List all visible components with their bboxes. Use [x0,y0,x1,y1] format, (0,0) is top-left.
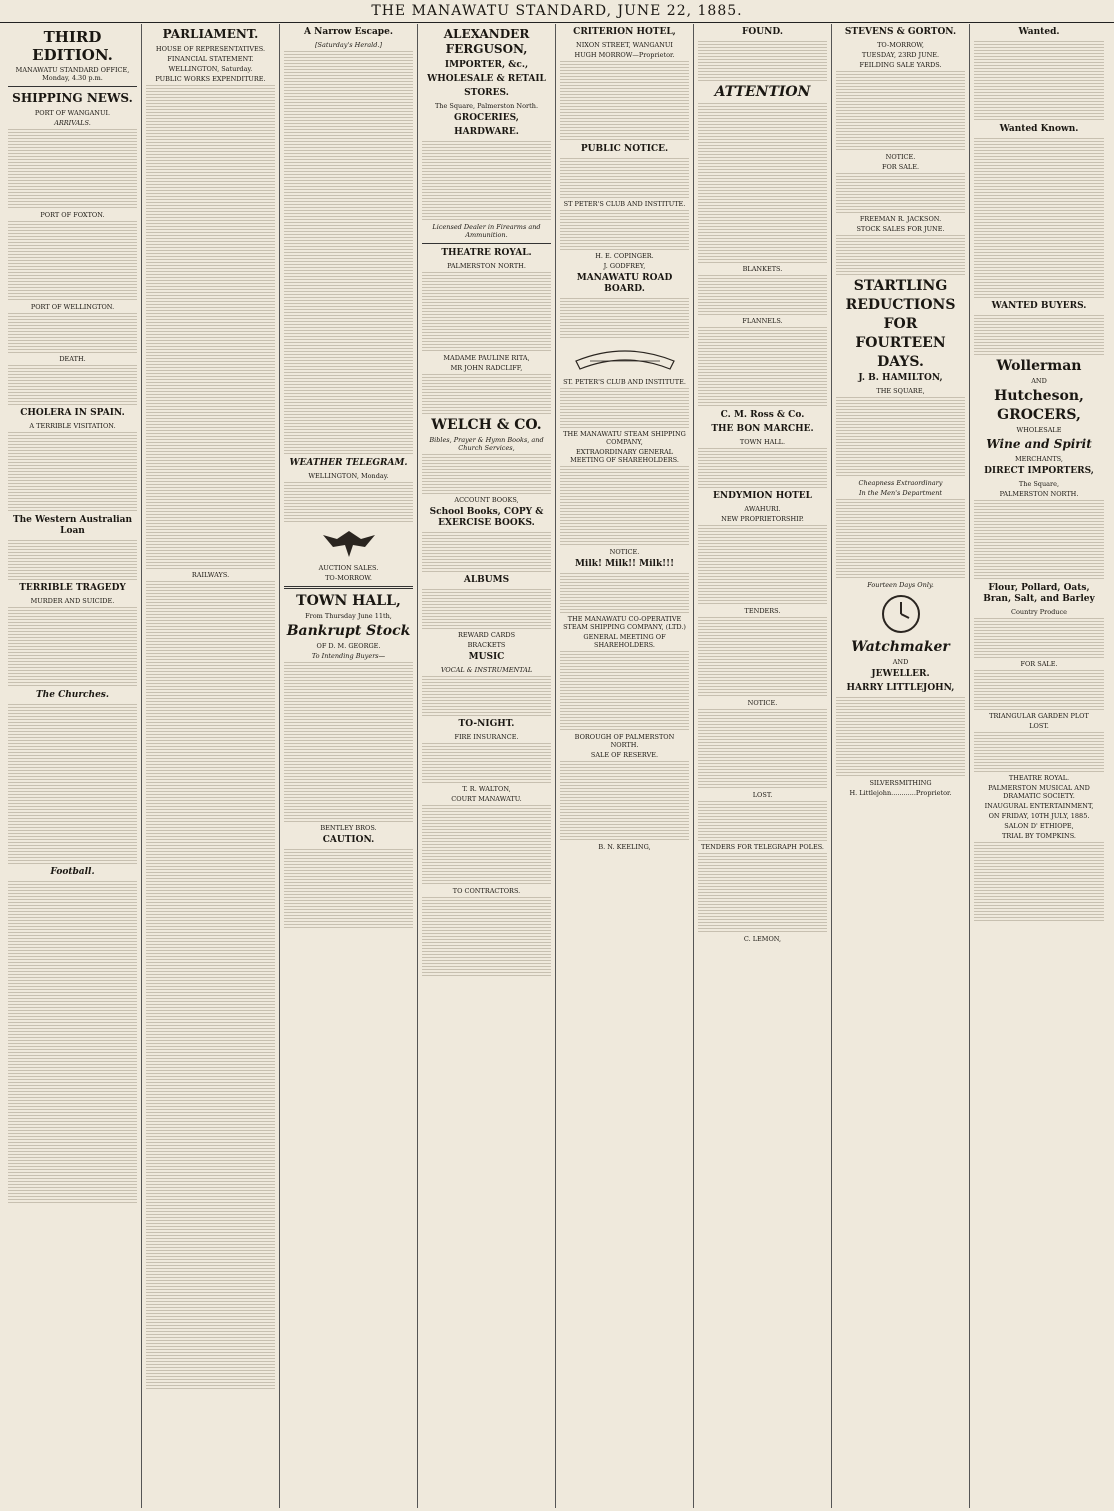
lemon-signature: C. LEMON, [743,935,782,943]
reductions-heading: REDUCTIONS [845,297,956,313]
town-hall-heading: TOWN HALL, [296,593,401,609]
jackson-heading: FREEMAN R. JACKSON. [859,215,942,223]
theatre-subheading: PALMERSTON NORTH. [447,262,526,270]
groceries-heading: GROCERIES, [454,113,519,123]
dealer-label: Licensed Dealer in Firearms and Ammunition. [432,223,541,239]
hamilton-heading: J. B. HAMILTON, [858,373,943,383]
steam-heading: THE MANAWATU STEAM SHIPPING COMPANY, [563,430,686,446]
blankets-text [698,275,827,315]
startling-heading: STARTLING [853,278,948,294]
escape-heading: A Narrow Escape. [304,27,393,37]
tomorrow-heading: TO-MORROW, [877,41,924,49]
littlejohn-heading: HARRY LITTLEJOHN, [846,683,955,693]
the-square: THE SQUARE, [876,387,925,395]
tomorrow-label: TO-MORROW. [325,574,372,582]
salon-heading: SALON D' ETHIOPE, [1004,822,1074,830]
copinger-signature: H. E. COPINGER. [595,252,654,260]
tragedy-subheading: MURDER AND SUICIDE. [30,597,115,605]
wholesale-heading: WHOLESALE & RETAIL [427,74,546,84]
attention-heading: ATTENTION [714,84,811,100]
column-1-text [8,1043,137,1203]
flannels-heading: FLANNELS. [742,317,783,325]
statement-text-3 [146,409,275,569]
for-sale-heading: FOR SALE. [1020,660,1058,668]
mens-text [836,499,965,579]
hugh-morrow: HUGH MORROW—Proprietor. [574,51,675,59]
statement-text-7 [146,1067,275,1227]
milk-heading: Milk! Milk!! Milk!!! [574,559,675,569]
proprietor-line: H. Littlejohn............Proprietor. [849,789,952,797]
statement-text-4 [146,581,275,741]
awahuri-label: AWAHURI. [744,505,781,513]
column-1 [4,24,142,1508]
court-manawatu: COURT MANAWATU. [451,795,522,803]
hamilton-text [836,397,965,477]
found-heading: FOUND. [742,27,783,37]
produce-text [974,618,1104,658]
fourteen-days-only: Fourteen Days Only. [867,581,934,589]
lost-heading: LOST. [752,791,773,799]
parliament-heading: PARLIAMENT. [162,27,259,41]
statement-text-1 [146,85,275,245]
wanted-known-text [974,138,1104,298]
inaugural-heading: INAUGURAL ENTERTAINMENT, [984,802,1094,810]
column-7 [832,24,970,1508]
triangular-plot: TRIANGULAR GARDEN PLOT [989,712,1089,720]
godfrey-signature: J. GODFREY, [603,262,646,270]
arrivals-label: ARRIVALS. [54,119,91,127]
square-label: The Square, [1018,480,1060,488]
road-board-heading: MANAWATU ROAD BOARD. [576,273,673,294]
telegraph-heading: TENDERS FOR TELEGRAPH POLES. [700,843,825,851]
endymion-text [698,525,827,605]
shipping-text [8,129,137,209]
albums-heading: ALBUMS [463,575,510,585]
music-subheading: VOCAL & INSTRUMENTAL [440,666,533,674]
weather-text [284,482,413,522]
weather-heading: WEATHER TELEGRAM. [289,458,408,468]
auction-heading: AUCTION SALES. [318,564,379,572]
for-sale-label: FOR SALE. [881,163,920,171]
lost-text [698,801,827,841]
music-text [422,676,551,716]
criterion-heading: CRITERION HOTEL, [573,27,676,37]
fourteen-heading: FOURTEEN [855,335,946,351]
bankrupt-text [284,662,413,822]
blankets-heading: BLANKETS. [742,265,783,273]
wollerman-heading: Wollerman [996,358,1082,374]
contractors-heading: TO CONTRACTORS. [452,887,521,895]
dateline: WELLINGTON, Saturday. [168,65,253,73]
road-board-text [560,298,689,338]
tragedy-text [8,607,137,687]
bankrupt-heading: Bankrupt Stock [286,623,411,639]
notice-heading-2: NOTICE. [747,699,778,707]
concert-banner-icon [570,341,680,375]
financial-heading: FINANCIAL STATEMENT. [167,55,254,63]
statement-text-5 [146,743,275,903]
littlejohn-text [836,697,965,777]
hutcheson-heading: Hutcheson, [994,388,1084,404]
music-heading: MUSIC [468,652,505,662]
tragedy-heading: TERRIBLE TRAGEDY [19,583,126,593]
port-wellington: PORT OF WELLINGTON. [30,303,115,311]
merchants-label: MERCHANTS, [1015,455,1063,463]
wholesale-label: WHOLESALE [1016,426,1062,434]
bentley-signature: BENTLEY BROS. [320,824,377,832]
welch-text [422,454,551,494]
wanted-known-heading: Wanted Known. [999,124,1079,134]
fire-insurance: FIRE INSURANCE. [454,733,519,741]
bibles-label: Bibles, Prayer & Hymn Books, and Church Services, [429,436,544,452]
wanted-buyers-heading: WANTED BUYERS. [991,301,1087,311]
stores-heading: STORES. [464,88,509,98]
radcliff-label: MR JOHN RADCLIFF, [450,364,523,372]
st-peters-heading: ST PETER'S CLUB AND INSTITUTE. [563,200,686,208]
contractors-text [422,897,551,977]
town-hall-label: TOWN HALL. [739,438,786,446]
port-foxton: PORT OF FOXTON. [40,211,105,219]
rita-label: MADAME PAULINE RITA, [443,354,530,362]
notice-heading: NOTICE. [609,548,640,556]
public-works-heading: PUBLIC WORKS EXPENDITURE. [155,75,266,83]
football-text [8,881,137,1041]
stock-sales-text [836,235,965,275]
column-2 [142,24,280,1508]
escape-text-2 [284,213,413,373]
edition-subheading: MANAWATU STANDARD OFFICE, Monday, 4.30 p.m. [15,66,130,82]
society-heading: PALMERSTON MUSICAL AND DRAMATIC SOCIETY. [988,784,1090,800]
days-heading: DAYS. [877,354,924,370]
caution-heading: CAUTION. [322,835,375,845]
watchmaker-heading: Watchmaker [851,639,950,655]
for-sale-text-2 [974,670,1104,710]
railways-heading: RAILWAYS. [191,571,230,579]
tuesday-date: TUESDAY, 23RD JUNE. [861,51,940,59]
public-notice-text [560,158,689,198]
school-text [422,532,551,572]
eagle-emblem-icon [319,525,379,561]
wanted-text [974,41,1104,121]
jeweller-heading: JEWELLER. [871,669,930,679]
theatre-text [422,272,551,352]
walton-signature: T. R. WALTON, [462,785,511,793]
port-wanganui: PORT OF WANGANUI. [34,109,111,117]
wanted-buyers-text [974,315,1104,355]
newspaper-columns [4,24,1110,1508]
notice-text [698,709,827,789]
from-thursday: From Thursday June 11th, [305,612,392,620]
theatre-heading-2: THEATRE ROYAL. [1008,774,1070,782]
concert-heading: ST. PETER'S CLUB AND INSTITUTE. [563,378,686,386]
escape-subheading: [Saturday's Herald.] [314,41,382,49]
stevens-heading: STEVENS & GORTON. [844,27,957,37]
public-notice-heading: PUBLIC NOTICE. [580,144,669,154]
lost-text-2 [974,732,1104,772]
bon-marche-heading: THE BON MARCHE. [711,424,814,434]
statement-text-6 [146,905,275,1065]
milk-text [560,573,689,613]
column-5 [556,24,694,1508]
stevens-text [836,71,965,151]
palmerston-label: PALMERSTON NORTH. [999,490,1079,498]
school-books: School Books, COPY & EXERCISE BOOKS. [429,507,544,528]
brackets-heading: BRACKETS [467,641,506,649]
tompkins-heading: TRIAL BY TOMPKINS. [1002,832,1076,840]
albums-text [422,589,551,629]
grocers-heading: GROCERS, [997,407,1081,423]
cheapness-heading: Cheapness Extraordinary [858,479,943,487]
direct-importers: DIRECT IMPORTERS, [984,466,1094,476]
country-produce: Country Produce [1011,608,1067,616]
court-text [422,805,551,885]
ferguson-heading: ALEXANDER FERGUSON, [443,27,530,56]
reward-cards: REWARD CARDS [457,631,516,639]
loan-heading: The Western Australian Loan [12,515,133,536]
statement-text-8 [146,1229,275,1389]
for-heading: FOR [883,316,918,332]
death-text [8,365,137,405]
masthead: THE MANAWATU STANDARD, JUNE 22, 1885. [0,0,1114,23]
column-6 [694,24,832,1508]
tonight-heading: TO-NIGHT. [458,719,515,729]
flannels-text [698,327,827,407]
foxton-text [8,221,137,301]
theatre-heading: THEATRE ROYAL. [441,248,532,258]
intending-buyers: To Intending Buyers— [311,652,386,660]
statement-text-2 [146,247,275,407]
borough-heading: BOROUGH OF PALMERSTON NORTH. [574,733,675,749]
caution-text [284,849,413,929]
flour-heading: Flour, Pollard, Oats, Bran, Salt, and Barley [983,583,1095,604]
clock-icon [879,592,923,636]
importer-heading: IMPORTER, &c., [444,60,529,70]
football-heading: Football. [50,867,95,877]
and-label: AND [892,658,909,666]
of-dm-george: OF D. M. GEORGE. [316,642,381,650]
wanted-heading: Wanted. [1018,27,1060,37]
general-meeting: GENERAL MEETING OF SHAREHOLDERS. [583,633,666,649]
house-heading: HOUSE OF REPRESENTATIVES. [155,45,266,53]
ferguson-text [422,141,551,221]
extraordinary-heading: EXTRAORDINARY GENERAL MEETING OF SHAREHOLDERS. [570,448,679,464]
nixon-street: NIXON STREET, WANGANUI [576,41,673,49]
escape-text [284,51,413,211]
for-sale-text [836,173,965,213]
column-4 [418,24,556,1508]
welch-heading: WELCH & CO. [431,417,542,433]
stock-sales-heading: STOCK SALES FOR JUNE. [856,225,945,233]
square-address: The Square, Palmerston North. [434,102,539,110]
criterion-text [560,61,689,141]
attention-text [698,103,827,263]
found-text [698,41,827,81]
cooperative-text [560,651,689,731]
keeling-signature: B. N. KEELING, [598,843,651,851]
wine-heading: Wine and Spirit [986,437,1092,451]
account-books: ACCOUNT BOOKS, [454,496,519,504]
loan-text [8,540,137,580]
reserve-text [560,761,689,841]
tenders-heading: TENDERS. [744,607,781,615]
lost-heading-2: LOST. [1029,722,1049,730]
fire-text [422,743,551,783]
ross-heading: C. M. Ross & Co. [720,410,805,420]
st-peters-text [560,210,689,250]
cholera-subheading: A TERRIBLE VISITATION. [29,422,116,430]
town-hall-text [698,448,827,488]
new-proprietorship: NEW PROPRIETORSHIP. [721,515,804,523]
endymion-heading: ENDYMION HOTEL [713,491,812,501]
column-8 [970,24,1108,1508]
cholera-heading: CHOLERA IN SPAIN. [20,408,125,418]
weather-dateline: WELLINGTON, Monday. [308,472,389,480]
churches-heading: The Churches. [35,690,110,700]
steam-text [560,466,689,546]
cooperative-heading: THE MANAWATU CO-OPERATIVE STEAM SHIPPING COMPANY, (LTD.) [563,615,686,631]
churches-text [8,704,137,864]
escape-text-3 [284,375,413,455]
concert-text [560,388,689,428]
telegraph-text [698,853,827,933]
friday-date: ON FRIDAY, 10TH JULY, 1885. [988,812,1090,820]
edition-heading: THIRD EDITION. [32,28,113,64]
tenders-text [698,617,827,697]
shipping-heading: SHIPPING NEWS. [12,91,133,105]
reserve-heading: SALE OF RESERVE. [590,751,659,759]
wellington-text [8,313,137,353]
notice-label: NOTICE. [885,153,916,161]
theatre-text-2 [422,374,551,414]
theatre-text-3 [974,842,1104,922]
and-label-2: AND [1031,377,1047,385]
cholera-text [8,432,137,512]
feilding-heading: FEILDING SALE YARDS. [859,61,942,69]
mens-department: In the Men's Department [858,489,943,497]
hardware-heading: HARDWARE. [454,127,519,137]
death-heading: DEATH. [59,355,86,363]
grocers-text [974,500,1104,580]
silversmithing-heading: SILVERSMITHING [869,779,932,787]
column-3 [280,24,418,1508]
